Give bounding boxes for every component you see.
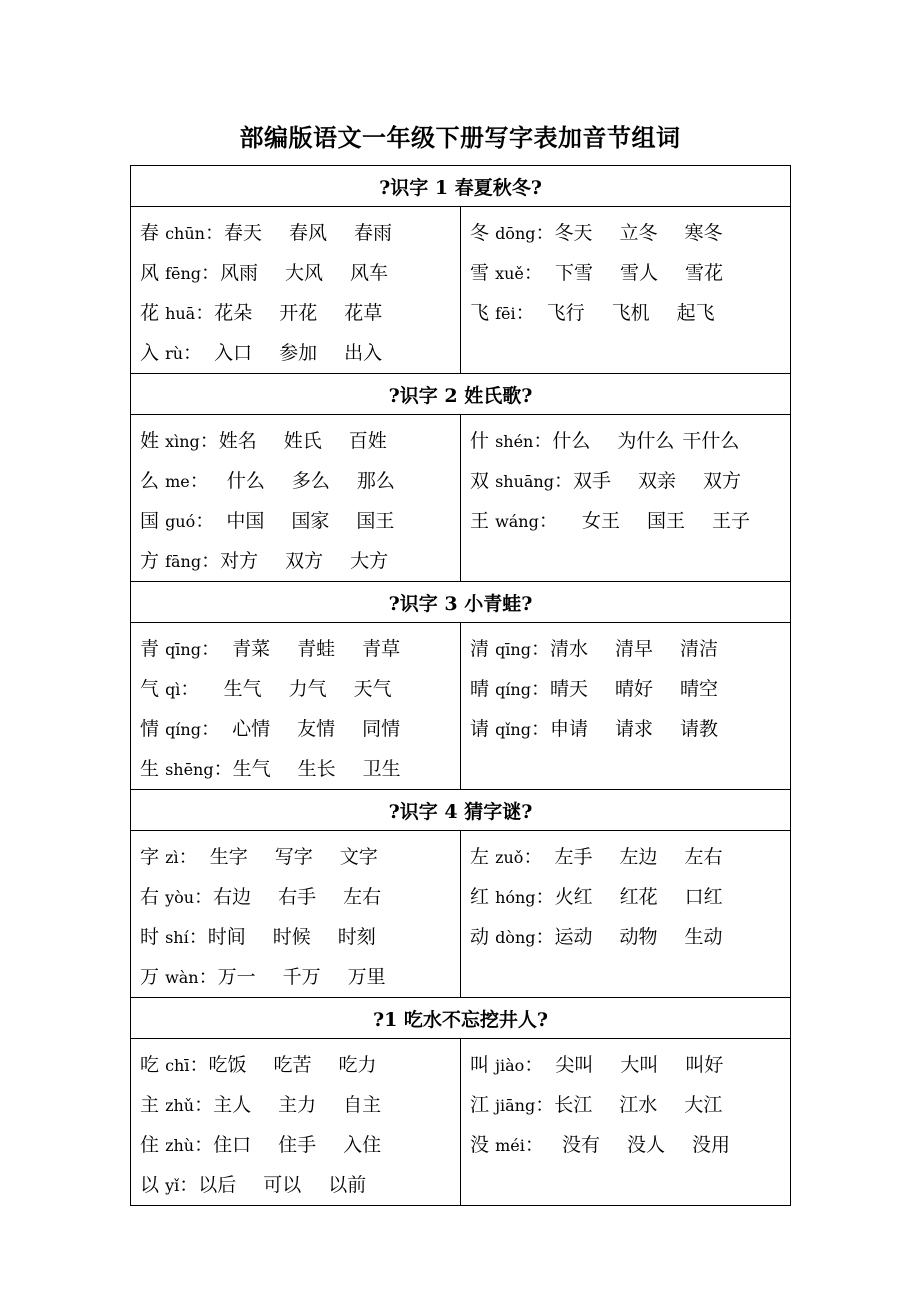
vocab-character: 什 [470, 430, 490, 452]
vocab-word: 吃饭 [208, 1054, 247, 1076]
vocab-character: 飞 [470, 302, 490, 324]
vocab-word: 口红 [684, 886, 723, 908]
vocab-word: 大江 [684, 1094, 723, 1116]
vocab-entry [470, 421, 790, 461]
vocab-word: 青草 [362, 638, 401, 660]
vocab-entry [470, 837, 790, 877]
vocab-character: 入 [140, 342, 160, 364]
vocab-word: 叫好 [685, 1054, 724, 1076]
vocab-word: 双手 [572, 470, 611, 492]
vocab-character: 青 [140, 638, 160, 660]
section-right-column [461, 831, 791, 998]
vocab-word: 长江 [554, 1094, 593, 1116]
vocab-separator: ： [195, 302, 215, 324]
vocab-pinyin: shén [495, 432, 534, 451]
vocab-word: 青蛙 [297, 638, 336, 660]
section-right-column [461, 1039, 791, 1206]
vocab-separator: ： [530, 718, 550, 740]
vocab-pinyin: chūn [165, 224, 205, 243]
vocab-word: 春雨 [353, 222, 392, 244]
vocab-word: 多么 [291, 470, 330, 492]
vocab-word: 姓名 [218, 430, 257, 452]
vocab-word: 时刻 [337, 926, 376, 948]
vocab-character: 冬 [470, 222, 490, 244]
vocab-separator: ： [179, 1174, 199, 1196]
vocab-separator: ： [530, 638, 550, 660]
vocab-character: 时 [140, 926, 160, 948]
vocab-pinyin: dòng [495, 928, 536, 947]
vocab-word: 百姓 [348, 430, 387, 452]
vocab-word: 出入 [344, 342, 383, 364]
vocab-word: 申请 [549, 718, 588, 740]
vocab-pinyin: zuǒ [495, 848, 524, 867]
vocab-word: 雪花 [684, 262, 723, 284]
vocab-word: 没用 [691, 1134, 730, 1156]
vocab-word: 晴空 [679, 678, 718, 700]
section-body-row [131, 831, 791, 998]
vocab-word: 左边 [619, 846, 658, 868]
section-right-column [461, 207, 791, 374]
vocab-entry [140, 837, 460, 877]
section-header-row [131, 998, 791, 1039]
vocab-separator: ： [535, 886, 555, 908]
vocab-separator: ： [188, 926, 208, 948]
vocab-word: 时候 [272, 926, 311, 948]
vocab-word: 晴好 [614, 678, 653, 700]
vocab-separator: ： [200, 638, 233, 660]
vocab-word: 万里 [347, 966, 386, 988]
vocab-separator: ： [524, 1134, 562, 1156]
vocab-word: 大方 [350, 550, 389, 572]
vocab-separator: ： [200, 718, 233, 740]
vocab-word: 双亲 [637, 470, 676, 492]
vocab-entry [140, 1045, 460, 1085]
vocab-word: 左手 [554, 846, 593, 868]
vocab-character: 风 [140, 262, 160, 284]
vocab-word: 女王 [582, 510, 621, 532]
vocab-word: 时间 [207, 926, 246, 948]
vocab-pinyin: yǐ [165, 1176, 180, 1195]
vocab-word: 吃苦 [273, 1054, 312, 1076]
vocab-entry [140, 877, 460, 917]
section-heading: ?识字 1 春夏秋冬? [131, 166, 791, 207]
vocab-character: 万 [140, 966, 160, 988]
vocab-entry [140, 749, 460, 789]
vocab-character: 花 [140, 302, 160, 324]
section-left-column [131, 831, 461, 998]
vocab-word: 那么 [356, 470, 395, 492]
vocab-character: 国 [140, 510, 160, 532]
vocab-entry [470, 501, 790, 541]
vocab-entry [140, 421, 460, 461]
vocab-pinyin: jiào [495, 1056, 525, 1075]
vocab-word: 姓氏 [283, 430, 322, 452]
vocab-word: 火红 [554, 886, 593, 908]
vocab-word: 清水 [549, 638, 588, 660]
vocab-character: 情 [140, 718, 160, 740]
vocab-entry [470, 461, 790, 501]
vocab-character: 晴 [470, 678, 490, 700]
vocab-separator: ： [199, 430, 219, 452]
vocab-word: 右手 [278, 886, 317, 908]
vocab-pinyin: fēi [495, 304, 516, 323]
vocab-pinyin: fāng [165, 552, 202, 571]
vocab-character: 红 [470, 886, 490, 908]
vocab-word: 春天 [223, 222, 262, 244]
vocab-word: 晴天 [549, 678, 588, 700]
vocab-entry [140, 1165, 460, 1205]
vocab-pinyin: yòu [165, 888, 195, 907]
vocab-entry [470, 1045, 790, 1085]
vocab-separator: ： [533, 430, 553, 452]
vocab-word: 左右 [343, 886, 382, 908]
vocab-entry [140, 501, 460, 541]
vocab-character: 吃 [140, 1054, 160, 1076]
vocab-separator: ： [553, 470, 573, 492]
vocab-pinyin: me [165, 472, 190, 491]
vocab-word: 大叫 [620, 1054, 659, 1076]
vocab-word: 入口 [214, 342, 253, 364]
vocab-word: 万一 [217, 966, 256, 988]
vocab-pinyin: shí [165, 928, 189, 947]
vocab-character: 请 [470, 718, 490, 740]
vocab-word: 生气 [232, 758, 271, 780]
vocab-word: 自主 [343, 1094, 382, 1116]
vocab-word: 干什么 [682, 430, 740, 452]
vocab-separator: ： [201, 550, 221, 572]
vocab-word: 住口 [213, 1134, 252, 1156]
vocab-character: 王 [470, 510, 490, 532]
vocab-word: 天气 [353, 678, 392, 700]
vocab-entry [140, 1125, 460, 1165]
vocab-pinyin: zì [165, 848, 179, 867]
vocab-entry [140, 541, 460, 581]
vocab-word: 双方 [702, 470, 741, 492]
vocab-word: 生动 [684, 926, 723, 948]
vocab-word: 飞行 [546, 302, 585, 324]
vocab-separator: ： [523, 846, 555, 868]
vocab-entry [470, 1125, 790, 1165]
section-left-column [131, 1039, 461, 1206]
vocab-pinyin: zhù [165, 1136, 195, 1155]
vocab-character: 叫 [470, 1054, 490, 1076]
vocab-word: 右边 [213, 886, 252, 908]
vocab-word: 下雪 [554, 262, 593, 284]
vocab-word: 千万 [282, 966, 321, 988]
vocab-character: 气 [140, 678, 160, 700]
vocab-entry [470, 629, 790, 669]
vocab-separator: ： [515, 302, 547, 324]
vocab-word: 参加 [279, 342, 318, 364]
vocab-separator: ： [194, 1134, 214, 1156]
vocab-word: 动物 [619, 926, 658, 948]
vocab-word: 春风 [288, 222, 327, 244]
vocab-entry [140, 669, 460, 709]
vocab-pinyin: qíng [165, 720, 201, 739]
vocab-pinyin: qīng [495, 640, 531, 659]
vocab-pinyin: qīng [165, 640, 201, 659]
vocab-pinyin: wáng [495, 512, 539, 531]
vocab-pinyin: dōng [495, 224, 536, 243]
vocab-word: 主力 [278, 1094, 317, 1116]
vocab-pinyin: guó [165, 512, 196, 531]
vocab-word: 力气 [288, 678, 327, 700]
vocab-word: 寒冬 [684, 222, 723, 244]
section-header-row [131, 582, 791, 623]
section-body-row [131, 415, 791, 582]
vocab-entry [140, 709, 460, 749]
vocab-entry [140, 629, 460, 669]
vocab-entry [140, 957, 460, 997]
section-right-column [461, 623, 791, 790]
vocab-word: 以后 [198, 1174, 237, 1196]
vocab-word: 文字 [339, 846, 378, 868]
section-right-column [461, 415, 791, 582]
section-header-row [131, 790, 791, 831]
section-body-row [131, 207, 791, 374]
vocab-entry [140, 1085, 460, 1125]
vocab-separator: ： [213, 758, 233, 780]
vocab-separator: ： [535, 222, 555, 244]
vocab-separator: ： [198, 966, 218, 988]
vocab-word: 清洁 [679, 638, 718, 660]
vocab-pinyin: qǐng [495, 720, 531, 739]
vocab-word: 尖叫 [555, 1054, 594, 1076]
vocab-pinyin: rù [165, 344, 184, 363]
vocab-word: 入住 [343, 1134, 382, 1156]
vocab-character: 春 [140, 222, 160, 244]
vocab-word: 冬天 [554, 222, 593, 244]
vocab-word: 可以 [263, 1174, 302, 1196]
vocab-word: 住手 [278, 1134, 317, 1156]
vocab-word: 以前 [328, 1174, 367, 1196]
vocab-entry [140, 461, 460, 501]
vocab-entry [470, 877, 790, 917]
vocab-table [130, 165, 791, 1206]
vocab-pinyin: méi [495, 1136, 525, 1155]
vocab-word: 吃力 [338, 1054, 377, 1076]
vocab-pinyin: jiāng [495, 1096, 536, 1115]
vocab-word: 王子 [712, 510, 751, 532]
vocab-word: 雪人 [619, 262, 658, 284]
vocab-entry [470, 709, 790, 749]
section-left-column [131, 207, 461, 374]
vocab-character: 江 [470, 1094, 490, 1116]
vocab-entry [470, 917, 790, 957]
section-body-row [131, 1039, 791, 1206]
vocab-word: 生长 [297, 758, 336, 780]
section-heading: ?识字 2 姓氏歌? [131, 374, 791, 415]
vocab-word: 写字 [274, 846, 313, 868]
section-heading: ?1 吃水不忘挖井人? [131, 998, 791, 1039]
vocab-word: 心情 [232, 718, 271, 740]
vocab-word: 卫生 [362, 758, 401, 780]
vocab-entry [470, 669, 790, 709]
vocab-character: 么 [140, 470, 160, 492]
vocab-character: 动 [470, 926, 490, 948]
vocab-word: 起飞 [676, 302, 715, 324]
section-header-row [131, 166, 791, 207]
vocab-character: 左 [470, 846, 490, 868]
section-heading: ?识字 4 猜字谜? [131, 790, 791, 831]
vocab-entry [140, 293, 460, 333]
vocab-pinyin: shuāng [495, 472, 554, 491]
vocab-separator: ： [530, 678, 550, 700]
vocab-entry [140, 213, 460, 253]
vocab-pinyin: huā [165, 304, 196, 323]
vocab-separator: ： [535, 1094, 555, 1116]
vocab-word: 请求 [614, 718, 653, 740]
vocab-word: 开花 [279, 302, 318, 324]
vocab-word: 江水 [619, 1094, 658, 1116]
vocab-word: 国王 [356, 510, 395, 532]
vocab-separator: ： [178, 846, 210, 868]
vocab-word: 风雨 [220, 262, 259, 284]
vocab-entry [140, 333, 460, 373]
vocab-word: 青菜 [232, 638, 271, 660]
vocab-separator: ： [204, 222, 224, 244]
vocab-pinyin: fēng [165, 264, 201, 283]
section-left-column [131, 623, 461, 790]
vocab-pinyin: xuě [495, 264, 524, 283]
vocab-character: 右 [140, 886, 160, 908]
vocab-word: 花草 [344, 302, 383, 324]
vocab-separator: ： [535, 926, 555, 948]
vocab-word: 运动 [554, 926, 593, 948]
vocab-word: 立冬 [619, 222, 658, 244]
vocab-character: 以 [140, 1174, 160, 1196]
vocab-word: 没人 [626, 1134, 665, 1156]
vocab-pinyin: zhǔ [165, 1096, 195, 1115]
vocab-entry [470, 253, 790, 293]
vocab-separator: ： [524, 1054, 556, 1076]
vocab-word: 什么 [552, 430, 591, 452]
vocab-pinyin: xìng [165, 432, 200, 451]
vocab-word: 风车 [350, 262, 389, 284]
vocab-word: 飞机 [611, 302, 650, 324]
section-left-column [131, 415, 461, 582]
vocab-character: 姓 [140, 430, 160, 452]
vocab-word: 友情 [297, 718, 336, 740]
vocab-character: 住 [140, 1134, 160, 1156]
vocab-separator: ： [538, 510, 583, 532]
vocab-word: 国家 [291, 510, 330, 532]
vocab-word: 为什么 [617, 430, 675, 452]
vocab-separator: ： [189, 470, 227, 492]
vocab-word: 对方 [220, 550, 259, 572]
vocab-word: 左右 [684, 846, 723, 868]
vocab-character: 双 [470, 470, 490, 492]
vocab-word: 中国 [226, 510, 265, 532]
vocab-word: 清早 [614, 638, 653, 660]
vocab-character: 字 [140, 846, 160, 868]
vocab-character: 生 [140, 758, 160, 780]
vocab-separator: ： [180, 678, 224, 700]
vocab-pinyin: qíng [495, 680, 531, 699]
page-title: 部编版语文一年级下册写字表加音节组词 [239, 123, 681, 152]
vocab-word: 国王 [647, 510, 686, 532]
section-heading: ?识字 3 小青蛙? [131, 582, 791, 623]
vocab-character: 雪 [470, 262, 490, 284]
vocab-word: 同情 [362, 718, 401, 740]
vocab-pinyin: shēng [165, 760, 214, 779]
vocab-character: 没 [470, 1134, 490, 1156]
vocab-separator: ： [183, 342, 215, 364]
section-body-row [131, 623, 791, 790]
vocab-character: 清 [470, 638, 490, 660]
vocab-entry [470, 1085, 790, 1125]
vocab-word: 生气 [223, 678, 262, 700]
vocab-separator: ： [195, 510, 227, 532]
vocab-separator: ： [194, 886, 214, 908]
vocab-word: 花朵 [214, 302, 253, 324]
vocab-entry [140, 917, 460, 957]
vocab-word: 红花 [619, 886, 658, 908]
vocab-separator: ： [201, 262, 221, 284]
vocab-character: 方 [140, 550, 160, 572]
vocab-word: 主人 [213, 1094, 252, 1116]
vocab-word: 双方 [285, 550, 324, 572]
vocab-entry [140, 253, 460, 293]
section-header-row [131, 374, 791, 415]
vocab-entry [470, 293, 790, 333]
vocab-word: 生字 [209, 846, 248, 868]
vocab-pinyin: chī [165, 1056, 190, 1075]
vocab-word: 什么 [226, 470, 265, 492]
vocab-character: 主 [140, 1094, 160, 1116]
vocab-word: 请教 [679, 718, 718, 740]
vocab-separator: ： [194, 1094, 214, 1116]
vocab-entry [470, 213, 790, 253]
vocab-pinyin: wàn [165, 968, 199, 987]
vocab-separator: ： [189, 1054, 209, 1076]
vocab-word: 没有 [561, 1134, 600, 1156]
vocab-word: 大风 [285, 262, 324, 284]
vocab-separator: ： [523, 262, 555, 284]
vocab-pinyin: hóng [495, 888, 536, 907]
vocab-pinyin: qì [165, 680, 181, 699]
